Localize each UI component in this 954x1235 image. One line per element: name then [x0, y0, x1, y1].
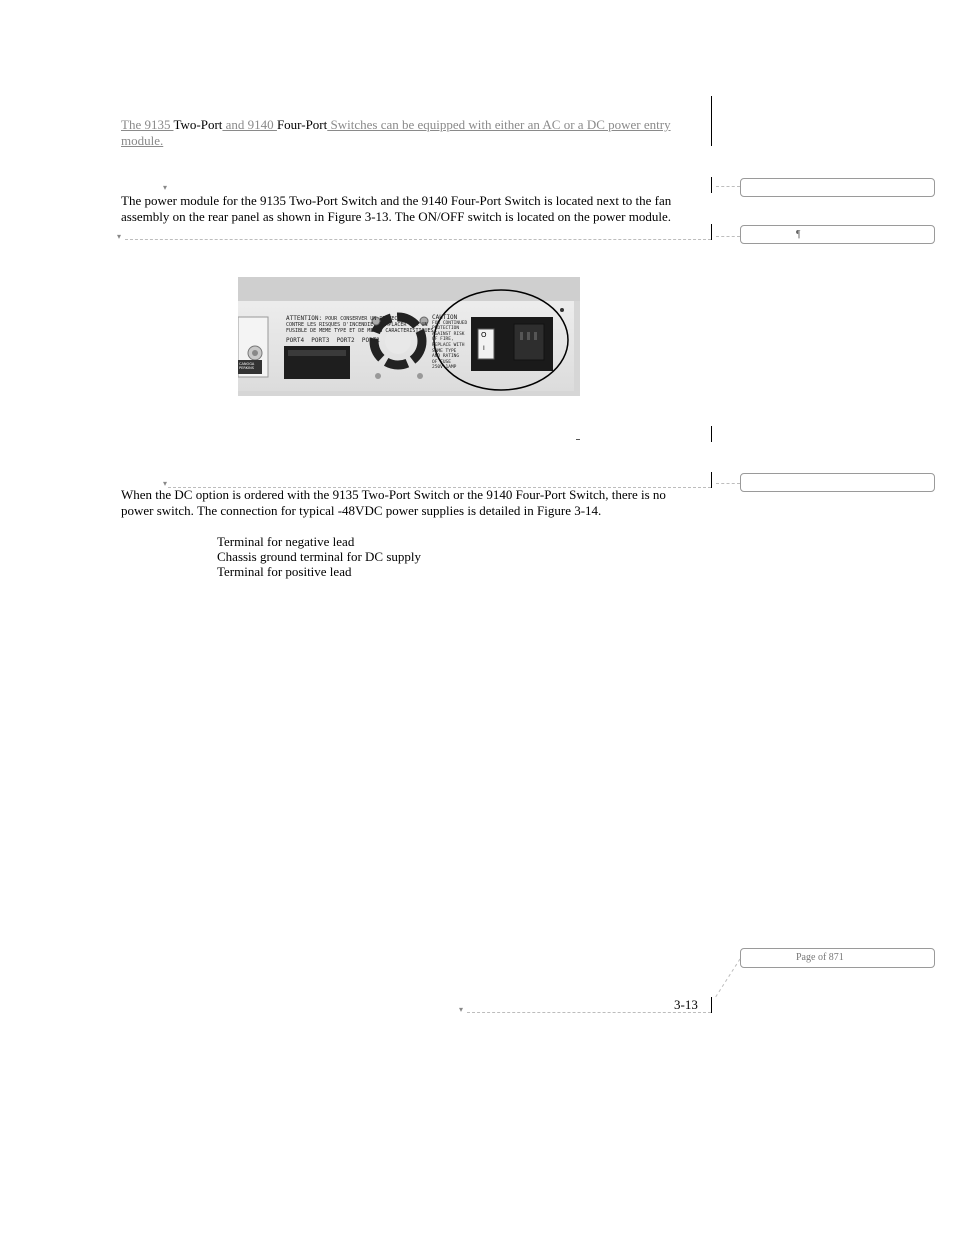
body-line: power switch. The connection for typical -48VDC power supplies is detailed in Figure 3-14.	[121, 503, 602, 518]
change-bar	[711, 224, 712, 240]
connector-line	[716, 236, 740, 237]
change-bar	[711, 426, 712, 442]
power-switch-on-label: O	[481, 331, 487, 339]
ports-label: PORT4 PORT3 PORT2 PORT1	[286, 337, 380, 344]
caution-title: CAUTION	[432, 314, 458, 321]
attention-text: POUR CONSERVER UN PROTECTION	[325, 316, 410, 322]
page-count-balloon[interactable]	[740, 948, 935, 968]
connector-line	[713, 958, 743, 1000]
anchor-marker: ▾	[163, 183, 168, 192]
change-bar	[711, 472, 712, 488]
page-number: 3-13	[674, 997, 698, 1012]
tracked-text: module.	[121, 133, 164, 148]
comment-balloon[interactable]	[740, 178, 935, 197]
caution-line: 250V 1AMP	[432, 365, 457, 371]
connector-line	[125, 239, 711, 240]
attention-text: CONTRE LES RISQUES D'INCENDIE, REMPLACER PAR UN	[286, 322, 428, 328]
caution-line: PROTECTION	[432, 326, 460, 332]
tracked-text: and 9140	[222, 117, 277, 132]
anchor-marker	[576, 439, 580, 440]
caution-label	[432, 315, 468, 371]
comment-balloon[interactable]	[740, 473, 935, 492]
body-text: Two-Port	[173, 117, 223, 132]
terminal-positive-label: Terminal for positive lead	[217, 564, 352, 579]
caution-line: AND RATING	[432, 354, 460, 360]
brand-logo: CANOGA PERKINS	[239, 362, 255, 370]
attention-title: ATTENTION:	[286, 315, 323, 322]
caution-line: OF FIRE,	[432, 337, 454, 343]
anchor-marker: ▾	[459, 1005, 464, 1014]
intro-paragraph	[121, 117, 711, 149]
tracked-text: The 9135	[121, 117, 174, 132]
change-bar	[711, 177, 712, 193]
connector-line	[716, 186, 740, 187]
caution-line: FOR CONTINUED	[432, 320, 468, 326]
page-count-text: Page of 871	[796, 952, 844, 963]
comment-balloon[interactable]	[740, 225, 935, 244]
caution-line: REPLACE WITH	[432, 342, 465, 348]
attention-label	[286, 316, 436, 334]
power-switch-off-label: I	[483, 345, 485, 352]
body-line: When the DC option is ordered with the 9135 Two-Port Switch or the 9140 Four-Port Switch, there is no	[121, 487, 666, 502]
caution-line: OF FUSE	[432, 359, 451, 365]
power-module-paragraph	[121, 193, 711, 225]
terminal-ground-label: Chassis ground terminal for DC supply	[217, 549, 422, 564]
caution-line: SAME TYPE	[432, 348, 457, 354]
caution-line: AGAINST RISK	[432, 331, 465, 337]
body-text: Four-Port	[276, 117, 328, 132]
anchor-marker: ▾	[117, 232, 122, 241]
change-bar	[711, 997, 712, 1013]
connector-line	[716, 483, 740, 484]
change-bar	[711, 96, 712, 146]
dc-option-paragraph	[121, 487, 711, 519]
body-line: assembly on the rear panel as shown in Figure 3-13. The ON/OFF switch is located on the power module.	[121, 209, 671, 224]
balloon-text: ¶	[796, 229, 801, 240]
anchor-marker: ▾	[163, 479, 168, 488]
attention-text: FUSIBLE DE MEME TYPE ET DE MEMES CARACTERISTIQUES	[286, 328, 434, 334]
connector-line	[467, 1012, 711, 1013]
body-line: The power module for the 9135 Two-Port Switch and the 9140 Four-Port Switch is located next to the fan	[121, 193, 672, 208]
terminal-negative-label: Terminal for negative lead	[217, 534, 355, 549]
tracked-text: Switches can be equipped with either an AC or a DC power entry	[327, 117, 671, 132]
rear-panel-photo	[238, 277, 580, 396]
